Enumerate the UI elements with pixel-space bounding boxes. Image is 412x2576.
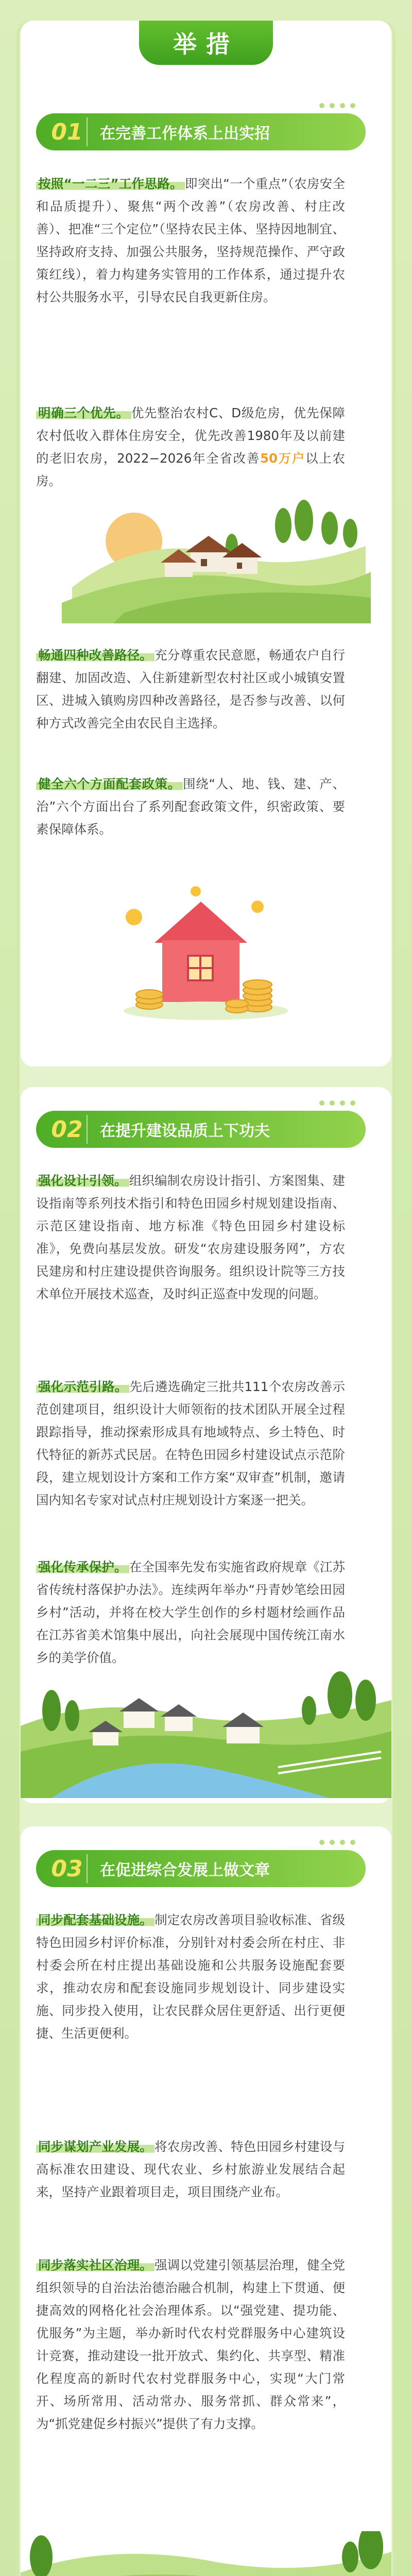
para-text: 以上农房。 [36,451,345,488]
para-lead: 同步落实社区治理。 [36,2258,154,2273]
para-lead: 畅通四种改善路径。 [36,648,154,663]
para-text: 强调以党建引领基层治理，健全党组织领导的自治法治德治融合机制，构建上下贯通、便捷高效的网格化社会治理体系。以“强党建、提功能、优服务”为主题，举办新时代农村党群服务中心建筑设计竞赛，推动建设一批开放式、集约化、共享型、精准化程度高的新时代农村党群服务中心，实现“大门常开、场所常用、活动常办、服务常抓、群众常来”，为“抓党建促乡村振兴”提供了有力支撑。 [36,2258,346,2431]
para-text: 在全国率先发布实施省政府规章《江苏省传统村落保护办法》。连续两年举办“丹青妙笔绘田园乡村”活动，并将在校大学生创作的乡村题材绘画作品在江苏省美术馆集中展出，向社会展现中国传统江南水乡的美学价值。 [36,1560,345,1665]
section-number-2: 02 [47,1115,88,1144]
section-header-1 [36,113,366,150]
para-2-2 [36,1376,345,1512]
section-card-2 [21,1087,391,1803]
para-lead: 同步配套基础设施。 [36,1912,154,1927]
section-title-1: 在完善工作体系上出实招 [100,125,270,143]
para-3-3 [36,2254,345,2435]
section-number-3: 03 [47,1854,88,1883]
para-text: 将农房改善、特色田园乡村建设与高标准农田建设、现代农业、乡村旅游业发展结合起来，坚持产业跟着项目走，项目围绕产业布。 [36,2139,346,2199]
red-house-coins-illustration [118,876,294,1030]
decor-dots-1 [319,103,355,108]
para-lead: 同步谋划产业发展。 [36,2139,154,2154]
green-fields-illustration [21,2531,391,2576]
decor-dots-2 [319,1100,355,1106]
section-number-1: 01 [47,117,88,146]
para-lead: 强化传承保护。 [36,1560,129,1574]
para-3-1 [36,1909,345,2045]
para-3-2 [36,2136,345,2204]
para-text: 围绕“人、地、钱、建、产、治”六个方面出台了系列配套政策文件，织密政策、要素保障体系。 [36,776,345,837]
para-lead: 强化设计引领。 [36,1173,129,1188]
para-lead: 强化示范引路。 [36,1379,129,1394]
decor-dots-3 [319,1840,355,1845]
para-1-4 [36,773,345,841]
para-1-2 [36,402,345,493]
village-hillside-illustration [62,484,371,623]
para-lead: 按照“一二三”工作思路。 [36,176,185,191]
para-text: 即突出“一个重点”（农房安全和品质提升）、聚焦“两个改善”（农房改善、村庄改善）、把准“三个定位”（坚持农民主体、坚持因地制宜、坚持政府支持、加强公共服务，坚持规范操作、严守政策红线），着力构建务实管用的工作体系，通过提升农村公共服务水平，引导农民自我更新住房。 [36,176,346,304]
section-title-3: 在促进综合发展上做文章 [100,1861,270,1879]
para-1-3 [36,644,345,735]
page-title: 举措 [139,21,273,65]
para-1-1 [36,173,345,309]
para-lead: 明确三个优先。 [36,405,131,420]
section-header-2 [36,1111,366,1148]
para-2-3 [36,1556,345,1669]
section-card-3 [21,1826,391,2576]
river-village-illustration [21,1664,391,1798]
para-2-1 [36,1170,345,1306]
para-text: 组织编制农房设计指引、方案图集、建设指南等系列技术指引和特色田园乡村规划建设指南、示范区建设指南、地方标准《特色田园乡村建设标准》，免费向基层发放。研发“农房建设服务网”，方农民建房和村庄建设提供咨询服务。组织设计院等三方技术单位开展技术巡查，及时纠正巡查中发现的问题。 [36,1173,345,1301]
section-title-2: 在提升建设品质上下功夫 [100,1122,270,1140]
para-text: 制定农房改善项目验收标准、省级特色田园乡村评价标准，分别针对村委会所在村庄、非村委会所在村庄提出基础设施和公共服务设施配套要求，推动农房和配套设施同步规划设计、同步建设实施、同步投入使用，让农民群众居住更舒适、出行更便捷、生活更便利。 [36,1912,346,2041]
para-text: 优先整治农村C、D级危房，优先保障农村低收入群体住房安全，优先改善1980年及以前建的老旧农房，2022−2026年全省改善 [36,405,345,466]
para-lead: 健全六个方面配套政策。 [36,776,183,791]
section-card-1 [21,21,391,1066]
para-text: 先后遴选确定三批共111个农房改善示范创建项目，组织设计大师领衔的技术团队开展全过程跟踪指导，推动探索形成具有地域特点、乡土特色、时代特征的新苏式民居。在特色田园乡村建设试点示范阶段，建立规划设计方案和工作方案“双审查”机制，邀请国内知名专家对试点村庄规划设计方案逐一把关。 [36,1379,345,1507]
highlight-number: 50万户 [260,451,306,466]
section-header-3 [36,1850,366,1887]
para-text: 充分尊重农民意愿，畅通农户自行翻建、加固改造、入住新建新型农村社区或小城镇安置区、进城入镇购房四种改善路径，是否参与改善、以何种方式改善完全由农民自主选择。 [36,648,346,731]
